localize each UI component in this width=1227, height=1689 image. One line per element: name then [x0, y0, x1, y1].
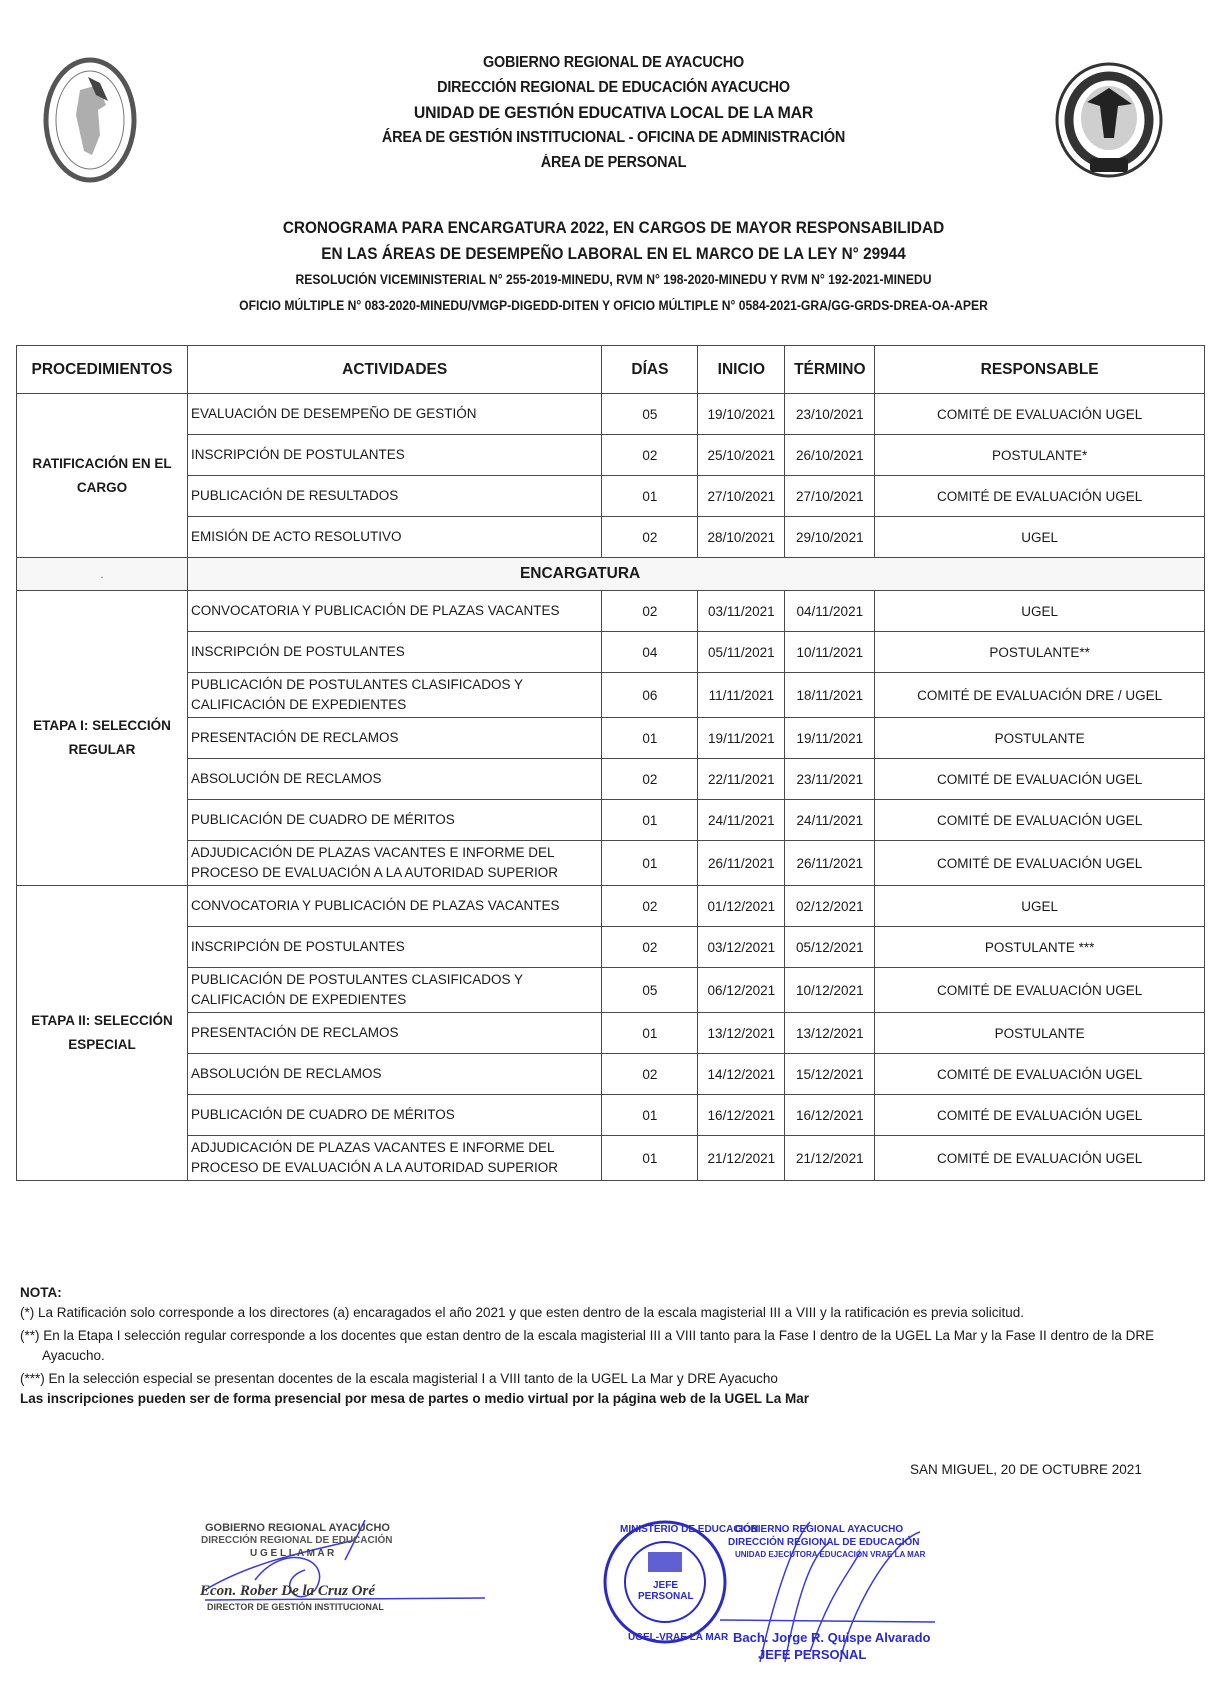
header-line-area-gestion: ÁREA DE GESTIÓN INSTITUCIONAL - OFICINA DE ADMINISTRACIÓN [381, 129, 846, 146]
actividad-cell: PRESENTACIÓN DE RECLAMOS [187, 718, 602, 759]
responsable-cell: POSTULANTE** [875, 632, 1205, 673]
notes-section [20, 1283, 1210, 1409]
termino-cell: 13/12/2021 [785, 1013, 875, 1054]
gobierno-regional-ayacucho-seal-icon [40, 55, 140, 185]
termino-cell: 02/12/2021 [785, 886, 875, 927]
table-row [17, 800, 1205, 841]
note-etapa-1: (**) En la Etapa I selección regular corresponde a los docentes que estan dentro de la escala magisterial III a VIII tanto para la Fase I dentro de la UGEL La Mar y la Fase II dentro de la DRE Ayacucho. [20, 1328, 1155, 1363]
actividad-cell: CONVOCATORIA Y PUBLICACIÓN DE PLAZAS VACANTES [187, 886, 602, 927]
dias-cell: 01 [602, 476, 698, 517]
actividad-cell: PUBLICACIÓN DE POSTULANTES CLASIFICADOS Y CALIFICACIÓN DE EXPEDIENTES [187, 968, 602, 1013]
signature-left [195, 1520, 495, 1630]
title-line-resolucion: RESOLUCIÓN VICEMINISTERIAL N° 255-2019-MINEDU, RVM N° 198-2020-MINEDU Y RVM N° 192-2021-MINEDU [295, 272, 932, 287]
header-line-direccion: DIRECCIÓN REGIONAL DE EDUCACIÓN AYACUCHO [437, 79, 790, 96]
column-header-responsable: RESPONSABLE [875, 346, 1205, 394]
responsable-cell: COMITÉ DE EVALUACIÓN UGEL [875, 394, 1205, 435]
responsable-cell: POSTULANTE *** [875, 927, 1205, 968]
actividad-cell: PUBLICACIÓN DE POSTULANTES CLASIFICADOS Y CALIFICACIÓN DE EXPEDIENTES [187, 673, 602, 718]
termino-cell: 27/10/2021 [785, 476, 875, 517]
responsable-cell: COMITÉ DE EVALUACIÓN UGEL [875, 476, 1205, 517]
seal-ring-bottom: UGEL-VRAE LA MAR [628, 1632, 729, 1643]
inicio-cell: 19/11/2021 [698, 718, 785, 759]
responsable-cell: COMITÉ DE EVALUACIÓN DRE / UGEL [875, 673, 1205, 718]
note-ratificacion: (*) La Ratificación solo corresponde a los directores (a) encaragados el año 2021 y que esten dentro de la escala magisterial III a VIII y la ratificación es previa solicitud. [20, 1305, 1025, 1320]
termino-cell: 05/12/2021 [785, 927, 875, 968]
inicio-cell: 27/10/2021 [698, 476, 785, 517]
signer-right-name: Bach. Jorge R. Quispe Alvarado [733, 1630, 931, 1645]
column-header-procedimientos: PROCEDIMIENTOS [17, 346, 188, 394]
responsable-cell: COMITÉ DE EVALUACIÓN UGEL [875, 841, 1205, 886]
termino-cell: 15/12/2021 [785, 1054, 875, 1095]
termino-cell: 29/10/2021 [785, 517, 875, 558]
signer-left-role: DIRECTOR DE GESTIÓN INSTITUCIONAL [207, 1602, 384, 1612]
dias-cell: 06 [602, 673, 698, 718]
table-row [17, 632, 1205, 673]
header-line-gobierno: GOBIERNO REGIONAL DE AYACUCHO [482, 54, 745, 71]
table-header-row [17, 346, 1205, 394]
actividad-cell: PRESENTACIÓN DE RECLAMOS [187, 1013, 602, 1054]
column-header-dias: DÍAS [602, 346, 698, 394]
termino-cell: 26/11/2021 [785, 841, 875, 886]
stamp-left-line2: DIRECCIÓN REGIONAL DE EDUCACIÓN [201, 1535, 393, 1546]
actividad-cell: ADJUDICACIÓN DE PLAZAS VACANTES E INFORME DEL PROCESO DE EVALUACIÓN A LA AUTORIDAD SUPERIOR [187, 841, 602, 886]
inicio-cell: 03/11/2021 [698, 591, 785, 632]
table-row [17, 1136, 1205, 1181]
table-row [17, 394, 1205, 435]
note-inscripciones: Las inscripciones pueden ser de forma presencial por mesa de partes o medio virtual por la página web de la UGEL La Mar [20, 1391, 809, 1406]
dias-cell: 01 [602, 1095, 698, 1136]
stamp-left-line3: U G E L L A M A R [250, 1548, 335, 1559]
dias-cell: 02 [602, 1054, 698, 1095]
actividad-cell: INSCRIPCIÓN DE POSTULANTES [187, 632, 602, 673]
responsable-cell: POSTULANTE [875, 718, 1205, 759]
table-row [17, 1095, 1205, 1136]
title-line-oficio: OFICIO MÚLTIPLE N° 083-2020-MINEDU/VMGP-DIGEDD-DITEN Y OFICIO MÚLTIPLE N° 0584-2021-GRA/GG-GRDS-DREA-OA-APER [239, 298, 988, 313]
header-line-ugel: UNIDAD DE GESTIÓN EDUCATIVA LOCAL DE LA MAR [413, 103, 814, 122]
inicio-cell: 26/11/2021 [698, 841, 785, 886]
section-row-encargatura [17, 558, 1205, 591]
actividad-cell: CONVOCATORIA Y PUBLICACIÓN DE PLAZAS VACANTES [187, 591, 602, 632]
dias-cell: 04 [602, 632, 698, 673]
termino-cell: 16/12/2021 [785, 1095, 875, 1136]
table-row [17, 1013, 1205, 1054]
dias-cell: 02 [602, 517, 698, 558]
stamp-right-line2: DIRECCIÓN REGIONAL DE EDUCACIÓN [728, 1537, 920, 1548]
dias-cell: 05 [602, 394, 698, 435]
document-title [60, 215, 1167, 319]
table-row [17, 968, 1205, 1013]
table-row [17, 718, 1205, 759]
termino-cell: 23/10/2021 [785, 394, 875, 435]
etapa-2-group [17, 886, 1205, 1181]
responsable-cell: COMITÉ DE EVALUACIÓN UGEL [875, 968, 1205, 1013]
dias-cell: 02 [602, 435, 698, 476]
dias-cell: 02 [602, 886, 698, 927]
stamp-right-line3: UNIDAD EJECUTORA EDUCACIÓN VRAE LA MAR [735, 1550, 926, 1559]
termino-cell: 19/11/2021 [785, 718, 875, 759]
inicio-cell: 25/10/2021 [698, 435, 785, 476]
table-row [17, 517, 1205, 558]
dias-cell: 01 [602, 800, 698, 841]
responsable-cell: COMITÉ DE EVALUACIÓN UGEL [875, 1136, 1205, 1181]
table-row [17, 759, 1205, 800]
inicio-cell: 03/12/2021 [698, 927, 785, 968]
inicio-cell: 14/12/2021 [698, 1054, 785, 1095]
signer-right-role: JEFE PERSONAL [758, 1647, 867, 1662]
etapa-1-group [17, 591, 1205, 886]
table-row [17, 841, 1205, 886]
table-row [17, 673, 1205, 718]
section-marker: . [17, 558, 188, 591]
actividad-cell: EVALUACIÓN DE DESEMPEÑO DE GESTIÓN [187, 394, 602, 435]
dias-cell: 05 [602, 968, 698, 1013]
actividad-cell: ADJUDICACIÓN DE PLAZAS VACANTES E INFORME DEL PROCESO DE EVALUACIÓN A LA AUTORIDAD SUPERIOR [187, 1136, 602, 1181]
table-row [17, 886, 1205, 927]
table-row [17, 435, 1205, 476]
actividad-cell: ABSOLUCIÓN DE RECLAMOS [187, 1054, 602, 1095]
inicio-cell: 11/11/2021 [698, 673, 785, 718]
termino-cell: 10/12/2021 [785, 968, 875, 1013]
inicio-cell: 28/10/2021 [698, 517, 785, 558]
seal-center-text: JEFE PERSONAL [638, 1580, 694, 1602]
encargatura-section [17, 558, 1205, 591]
title-line-1: CRONOGRAMA PARA ENCARGATURA 2022, EN CARGOS DE MAYOR RESPONSABILIDAD [282, 219, 945, 237]
procedimiento-cell: RATIFICACIÓN EN EL CARGO [17, 394, 188, 558]
stamp-right-line1: GOBIERNO REGIONAL AYACUCHO [735, 1524, 904, 1535]
procedimiento-cell: ETAPA II: SELECCIÓN ESPECIAL [17, 886, 188, 1181]
column-header-inicio: INICIO [698, 346, 785, 394]
table-row [17, 1054, 1205, 1095]
schedule-table [16, 345, 1205, 1181]
table-row [17, 476, 1205, 517]
seal-ring-top: MINISTERIO DE EDUCACIÓN [620, 1524, 759, 1535]
actividad-cell: INSCRIPCIÓN DE POSTULANTES [187, 435, 602, 476]
ratificacion-group [17, 394, 1205, 558]
termino-cell: 04/11/2021 [785, 591, 875, 632]
table-row [17, 591, 1205, 632]
stamp-left-line1: GOBIERNO REGIONAL AYACUCHO [205, 1522, 390, 1534]
inicio-cell: 13/12/2021 [698, 1013, 785, 1054]
column-header-termino: TÉRMINO [785, 346, 875, 394]
inicio-cell: 05/11/2021 [698, 632, 785, 673]
responsable-cell: COMITÉ DE EVALUACIÓN UGEL [875, 800, 1205, 841]
inicio-cell: 21/12/2021 [698, 1136, 785, 1181]
table-row [17, 927, 1205, 968]
inicio-cell: 16/12/2021 [698, 1095, 785, 1136]
inicio-cell: 06/12/2021 [698, 968, 785, 1013]
actividad-cell: INSCRIPCIÓN DE POSTULANTES [187, 927, 602, 968]
actividad-cell: ABSOLUCIÓN DE RECLAMOS [187, 759, 602, 800]
actividad-cell: EMISIÓN DE ACTO RESOLUTIVO [187, 517, 602, 558]
responsable-cell: COMITÉ DE EVALUACIÓN UGEL [875, 1054, 1205, 1095]
inicio-cell: 01/12/2021 [698, 886, 785, 927]
termino-cell: 23/11/2021 [785, 759, 875, 800]
responsable-cell: UGEL [875, 591, 1205, 632]
header-line-area-personal: ÁREA DE PERSONAL [540, 154, 687, 171]
termino-cell: 10/11/2021 [785, 632, 875, 673]
section-label: ENCARGATURA [187, 558, 1204, 591]
responsable-cell: UGEL [875, 517, 1205, 558]
dias-cell: 01 [602, 718, 698, 759]
responsable-cell: POSTULANTE* [875, 435, 1205, 476]
signer-left-name: Econ. Rober De la Cruz Oré [200, 1583, 376, 1599]
dias-cell: 01 [602, 1013, 698, 1054]
column-header-actividades: ACTIVIDADES [187, 346, 602, 394]
place-date: SAN MIGUEL, 20 DE OCTUBRE 2021 [910, 1462, 1142, 1477]
dias-cell: 02 [602, 591, 698, 632]
signature-right [600, 1512, 940, 1687]
actividad-cell: PUBLICACIÓN DE RESULTADOS [187, 476, 602, 517]
institutional-header [200, 50, 1027, 175]
dias-cell: 02 [602, 927, 698, 968]
responsable-cell: POSTULANTE [875, 1013, 1205, 1054]
notes-title: NOTA: [20, 1285, 62, 1300]
dias-cell: 02 [602, 759, 698, 800]
inicio-cell: 19/10/2021 [698, 394, 785, 435]
inicio-cell: 24/11/2021 [698, 800, 785, 841]
responsable-cell: COMITÉ DE EVALUACIÓN UGEL [875, 759, 1205, 800]
procedimiento-cell: ETAPA I: SELECCIÓN REGULAR [17, 591, 188, 886]
note-etapa-2: (***) En la selección especial se presentan docentes de la escala magisterial I a VIII tanto de la UGEL La Mar y DRE Ayacucho [20, 1371, 778, 1386]
actividad-cell: PUBLICACIÓN DE CUADRO DE MÉRITOS [187, 1095, 602, 1136]
responsable-cell: COMITÉ DE EVALUACIÓN UGEL [875, 1095, 1205, 1136]
dias-cell: 01 [602, 841, 698, 886]
title-line-2: EN LAS ÁREAS DE DESEMPEÑO LABORAL EN EL MARCO DE LA LEY N° 29944 [321, 245, 906, 263]
termino-cell: 24/11/2021 [785, 800, 875, 841]
termino-cell: 18/11/2021 [785, 673, 875, 718]
actividad-cell: PUBLICACIÓN DE CUADRO DE MÉRITOS [187, 800, 602, 841]
termino-cell: 21/12/2021 [785, 1136, 875, 1181]
termino-cell: 26/10/2021 [785, 435, 875, 476]
dias-cell: 01 [602, 1136, 698, 1181]
inicio-cell: 22/11/2021 [698, 759, 785, 800]
ugel-la-mar-seal-icon [1052, 60, 1167, 185]
responsable-cell: UGEL [875, 886, 1205, 927]
